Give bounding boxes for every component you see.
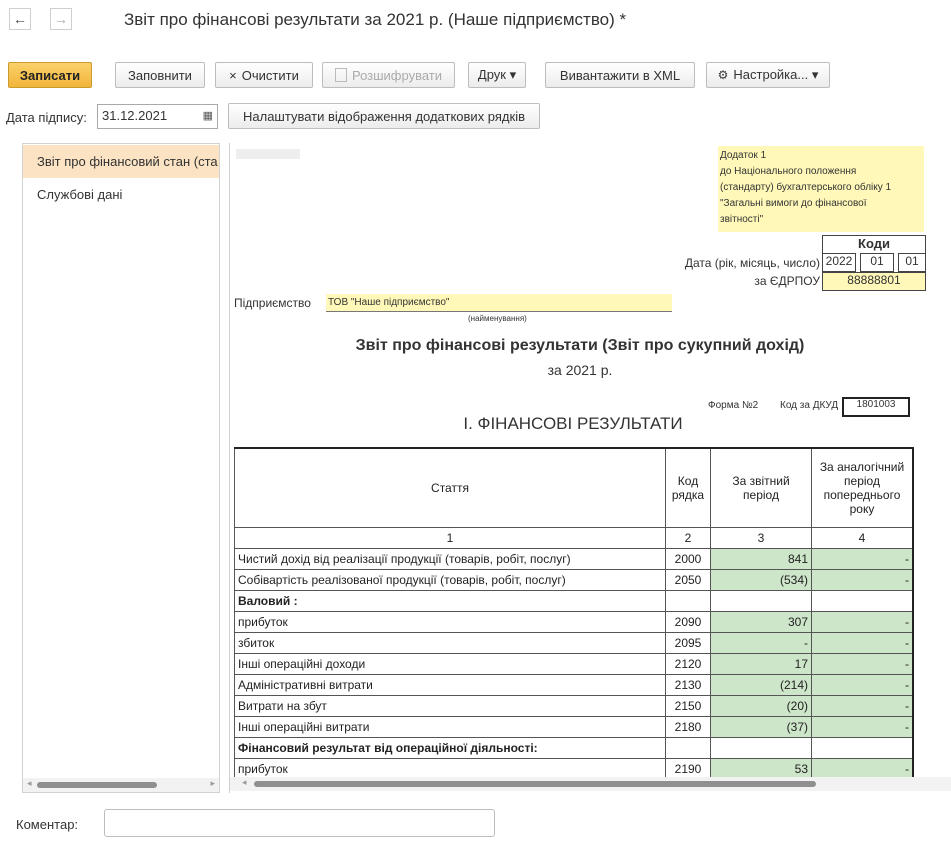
row-code: 2090 — [666, 612, 711, 633]
row-current[interactable]: (37) — [711, 717, 812, 738]
row-article: Валовий : — [235, 591, 666, 612]
column-number: 2 — [666, 528, 711, 549]
column-number: 4 — [812, 528, 914, 549]
list-item-service-data[interactable]: Службові дані — [37, 187, 123, 202]
row-article: збиток — [235, 633, 666, 654]
row-previous[interactable]: - — [812, 759, 914, 780]
save-button[interactable]: Записати — [8, 62, 92, 88]
arrow-left-icon: ← — [13, 11, 27, 27]
appendix-note — [718, 146, 924, 232]
appendix-line: (стандарту) бухгалтерського обліку 1 — [720, 182, 892, 193]
decode-label: Розшифрувати — [351, 67, 443, 83]
calendar-icon[interactable]: ▦ — [202, 110, 213, 122]
signature-date-value: 31.12.2021 — [102, 108, 168, 123]
row-current — [711, 591, 812, 612]
row-code: 2130 — [666, 675, 711, 696]
row-current[interactable]: 17 — [711, 654, 812, 675]
sidebar-scrollbar[interactable] — [23, 778, 219, 792]
sheet-scrollbar[interactable] — [230, 777, 951, 791]
row-code: 2000 — [666, 549, 711, 570]
decode-button[interactable] — [322, 62, 455, 88]
row-article: прибуток — [235, 759, 666, 780]
row-article: Адміністративні витрати — [235, 675, 666, 696]
row-code — [666, 738, 711, 759]
row-current[interactable]: 53 — [711, 759, 812, 780]
signature-date-field[interactable] — [97, 104, 218, 129]
scroll-left-icon[interactable]: ◂ — [242, 777, 247, 787]
row-code: 2050 — [666, 570, 711, 591]
sections-list — [22, 143, 220, 793]
enterprise-label: Підприємство — [234, 296, 311, 310]
column-number: 1 — [235, 528, 666, 549]
signature-date-label: Дата підпису: — [6, 110, 87, 125]
row-current[interactable]: (534) — [711, 570, 812, 591]
date-label: Дата (рік, місяць, число) — [684, 256, 820, 270]
sheet-scroll-thumb[interactable] — [254, 781, 816, 787]
table-row — [235, 654, 914, 675]
comment-label: Коментар: — [16, 817, 79, 832]
row-article: Інші операційні витрати — [235, 717, 666, 738]
back-button[interactable] — [9, 8, 31, 30]
table-row — [235, 612, 914, 633]
close-icon: × — [229, 67, 237, 83]
row-current[interactable]: 307 — [711, 612, 812, 633]
codes-header: Коди — [822, 235, 926, 253]
edrpou-label: за ЄДРПОУ — [754, 274, 820, 288]
configure-rows-button[interactable]: Налаштувати відображення додаткових рядків — [228, 103, 540, 129]
table-row — [235, 738, 914, 759]
row-current[interactable]: (20) — [711, 696, 812, 717]
list-item-financial-state[interactable]: Звіт про фінансовий стан (ста — [23, 145, 219, 178]
print-button[interactable]: Друк ▾ — [468, 62, 526, 88]
section-title: I. ФІНАНСОВІ РЕЗУЛЬТАТИ — [463, 414, 683, 433]
row-previous — [812, 738, 914, 759]
row-code: 2120 — [666, 654, 711, 675]
row-article: Інші операційні доходи — [235, 654, 666, 675]
date-month: 01 — [860, 253, 894, 272]
column-number: 3 — [711, 528, 812, 549]
document-icon — [335, 68, 347, 82]
row-previous[interactable]: - — [812, 549, 914, 570]
enterprise-field[interactable]: ТОВ "Наше підприємство" — [326, 294, 672, 312]
row-code — [666, 591, 711, 612]
column-header: Стаття — [235, 448, 666, 528]
settings-label: Настройка... ▾ — [733, 67, 819, 82]
row-current[interactable]: 841 — [711, 549, 812, 570]
row-previous[interactable]: - — [812, 675, 914, 696]
row-code: 2150 — [666, 696, 711, 717]
row-article: Собівартість реалізованої продукції (товарів, робіт, послуг) — [235, 570, 666, 591]
arrow-right-icon: → — [54, 11, 68, 27]
table-row — [235, 549, 914, 570]
row-article: Фінансовий результат від операційної діяльності: — [235, 738, 666, 759]
row-previous[interactable]: - — [812, 633, 914, 654]
report-heading: Звіт про фінансові результати (Звіт про сукупний дохід) — [355, 337, 805, 354]
appendix-line: Додаток 1 — [720, 150, 767, 161]
dkud-label: Код за ДКУД — [780, 400, 839, 411]
table-row — [235, 696, 914, 717]
row-article: Чистий дохід від реалізації продукції (товарів, робіт, послуг) — [235, 549, 666, 570]
column-header: За аналогічний період попереднього року — [812, 448, 914, 528]
sheet-corner — [236, 149, 300, 159]
settings-button[interactable] — [706, 62, 830, 88]
table-row — [235, 717, 914, 738]
scroll-left-icon[interactable]: ◂ — [27, 778, 32, 788]
form-label: Форма №2 — [708, 400, 759, 411]
enterprise-hint: (найменування) — [468, 314, 527, 323]
gear-icon: ⚙ — [717, 68, 729, 82]
row-previous[interactable]: - — [812, 654, 914, 675]
financial-results-table — [234, 447, 914, 780]
table-row — [235, 633, 914, 654]
report-period: за 2021 р. — [547, 362, 613, 378]
row-code: 2180 — [666, 717, 711, 738]
row-article: Витрати на збут — [235, 696, 666, 717]
scroll-right-icon[interactable]: ▸ — [210, 778, 215, 788]
dkud-value: 1801003 — [842, 397, 910, 417]
row-current[interactable]: - — [711, 633, 812, 654]
row-current — [711, 738, 812, 759]
page-title: Звіт про фінансові результати за 2021 р. (Наше підприємство) * — [124, 10, 627, 29]
row-previous — [812, 591, 914, 612]
column-header: Код рядка — [666, 448, 711, 528]
appendix-line: до Національного положення — [720, 166, 857, 177]
row-previous[interactable]: - — [812, 717, 914, 738]
row-previous[interactable]: - — [812, 696, 914, 717]
column-header: За звітний період — [711, 448, 812, 528]
report-sheet — [229, 143, 951, 793]
forward-button[interactable] — [50, 8, 72, 30]
table-row — [235, 570, 914, 591]
clear-button[interactable] — [215, 62, 313, 88]
row-previous[interactable]: - — [812, 612, 914, 633]
appendix-line: "Загальні вимоги до фінансової — [720, 198, 867, 209]
appendix-line: звітності" — [720, 214, 764, 225]
row-current[interactable]: (214) — [711, 675, 812, 696]
row-article: прибуток — [235, 612, 666, 633]
edrpou-field[interactable]: 88888801 — [822, 272, 926, 291]
table-row — [235, 675, 914, 696]
date-year: 2022 — [822, 253, 856, 272]
row-code: 2095 — [666, 633, 711, 654]
fill-button[interactable]: Заповнити — [115, 62, 205, 88]
table-row — [235, 591, 914, 612]
date-day: 01 — [898, 253, 926, 272]
row-code: 2190 — [666, 759, 711, 780]
sidebar-scroll-thumb[interactable] — [37, 782, 157, 788]
row-previous[interactable]: - — [812, 570, 914, 591]
comment-field[interactable] — [104, 809, 495, 837]
clear-label: Очистити — [241, 67, 299, 83]
export-xml-button[interactable]: Вивантажити в XML — [545, 62, 695, 88]
